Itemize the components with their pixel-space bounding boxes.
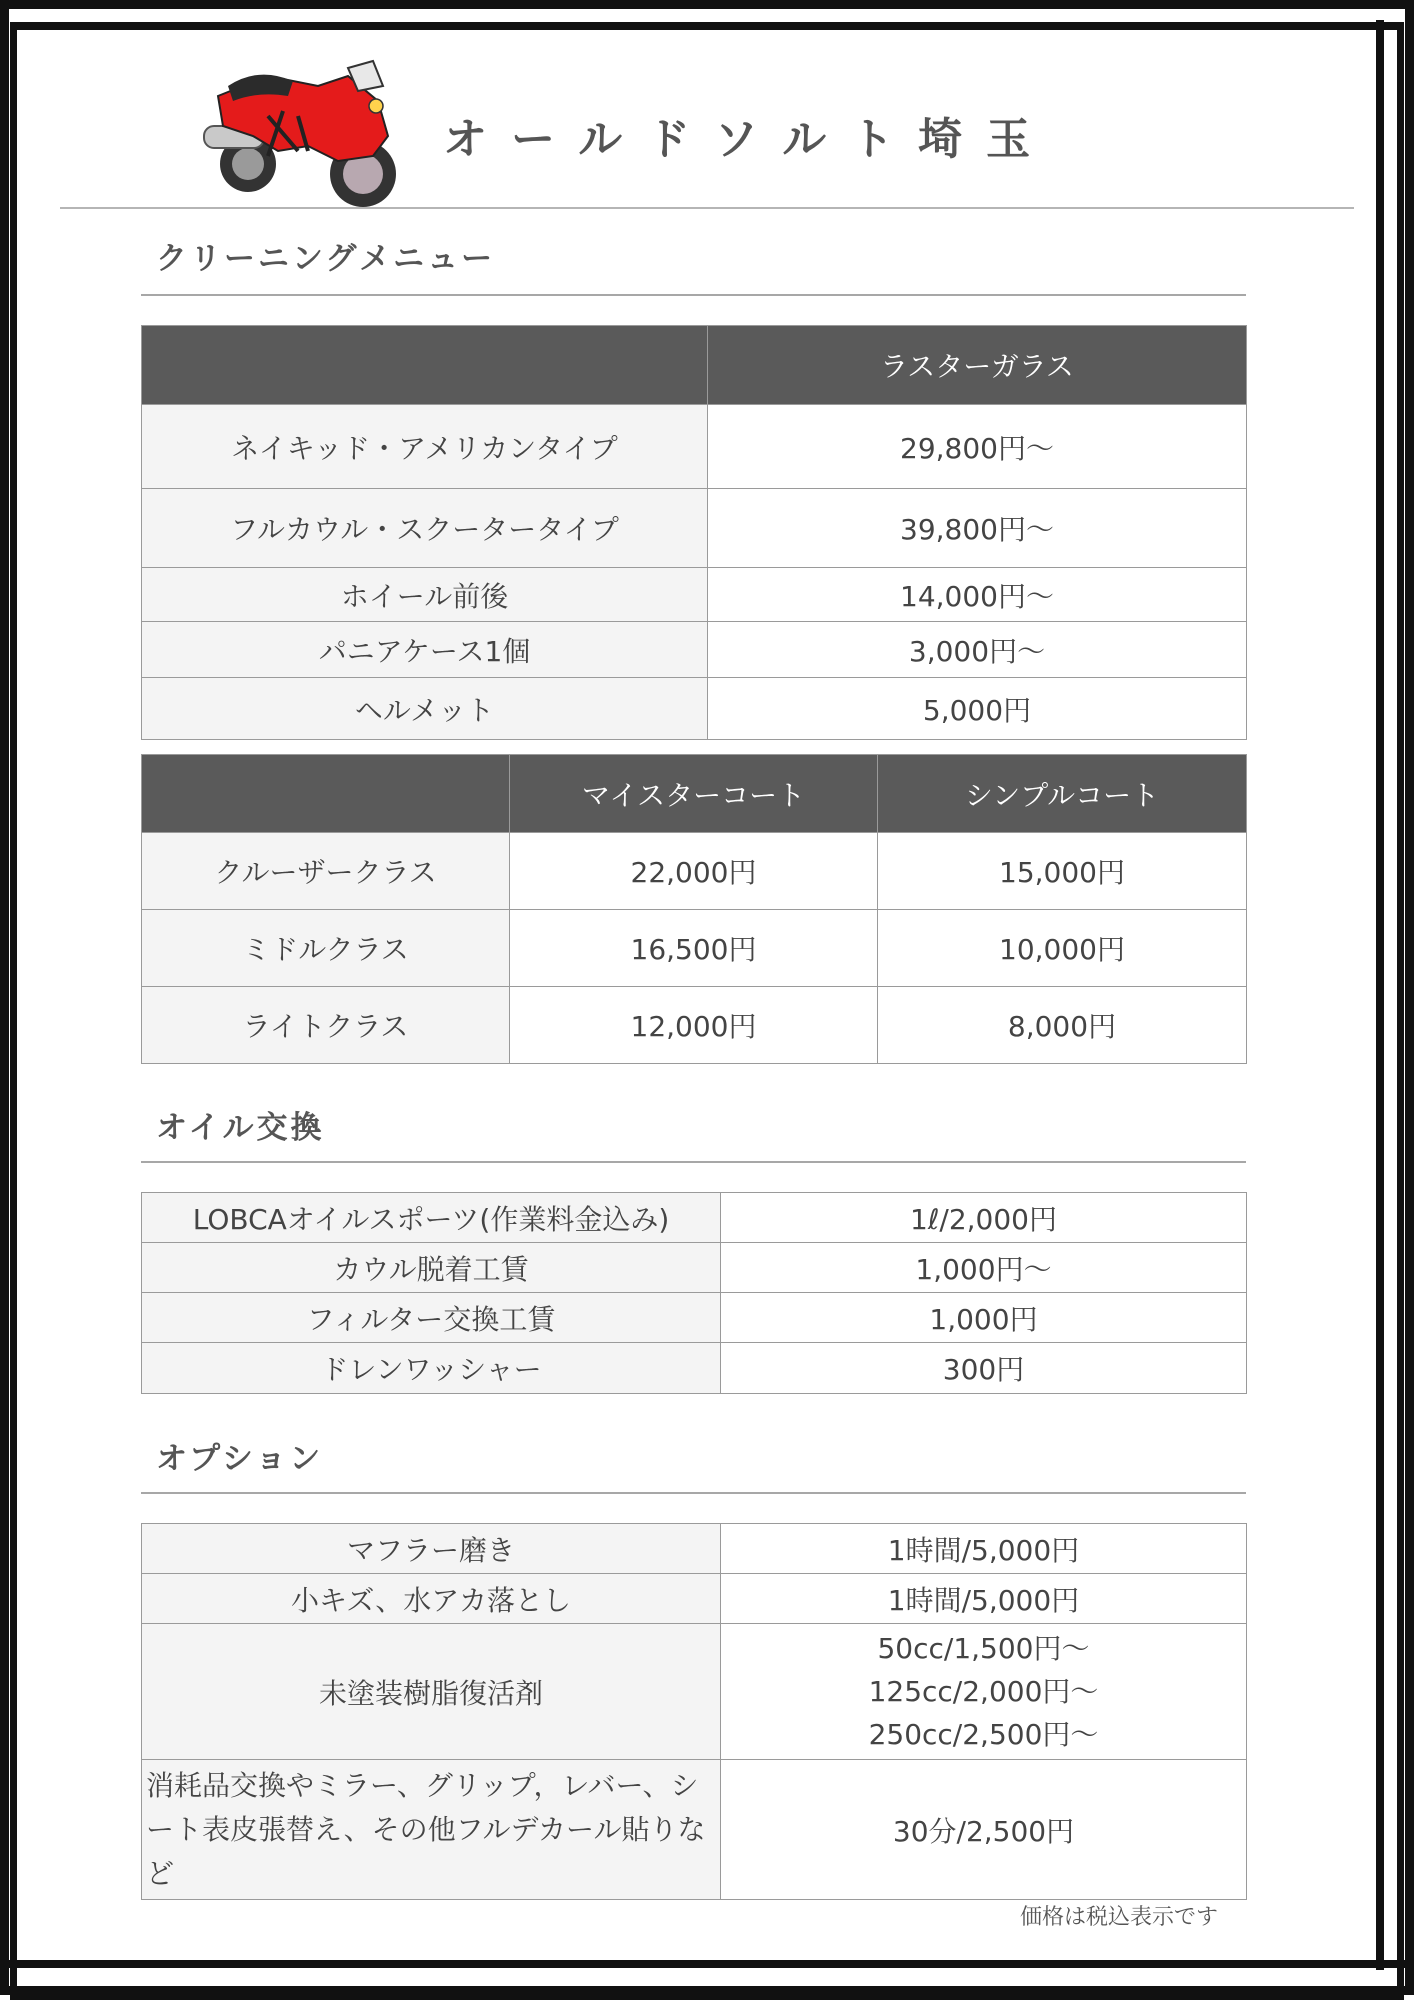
table-row-price: 5,000円	[708, 678, 1247, 740]
table-header	[142, 326, 708, 405]
right-border	[1376, 20, 1386, 1970]
table-row-label: 消耗品交換やミラー、グリップ，レバー、シート表皮張替え、その他フルデカール貼りなど	[142, 1760, 721, 1900]
table-row-price: 8,000円	[878, 987, 1247, 1064]
table-row-label: ヘルメット	[142, 678, 708, 740]
price-line: 125cc/2,000円～	[868, 1675, 1099, 1708]
section-divider-cleaning	[141, 294, 1246, 296]
table-row-price: 16,500円	[510, 910, 878, 987]
table-row-price: 1,000円～	[721, 1243, 1247, 1293]
table-row-price: 1ℓ/2,000円	[721, 1193, 1247, 1243]
table-row-label: クルーザークラス	[142, 833, 510, 910]
table-row-label: 小キズ、水アカ落とし	[142, 1574, 721, 1624]
table-row-label: マフラー磨き	[142, 1524, 721, 1574]
cleaning-table-coat	[141, 754, 1247, 1064]
table-row-price: 15,000円	[878, 833, 1247, 910]
section-divider-oil	[141, 1161, 1246, 1163]
table-row-price: 22,000円	[510, 833, 878, 910]
price-line: 50cc/1,500円～	[877, 1632, 1090, 1665]
table-row-price: 30分/2,500円	[721, 1760, 1247, 1900]
options-table	[141, 1523, 1247, 1900]
table-row-price-list	[721, 1624, 1247, 1760]
table-row-price: 14,000円～	[708, 568, 1247, 622]
section-divider-options	[141, 1492, 1246, 1494]
header-divider	[60, 207, 1354, 209]
table-row-price: 10,000円	[878, 910, 1247, 987]
oil-table	[141, 1192, 1247, 1394]
table-header: シンプルコート	[878, 755, 1247, 833]
table-row-label: フルカウル・スクータータイプ	[142, 489, 708, 568]
table-header: マイスターコート	[510, 755, 878, 833]
table-row-label: ネイキッド・アメリカンタイプ	[142, 405, 708, 489]
tax-note: 価格は税込表示です	[1020, 1905, 1219, 1930]
table-row-label: ミドルクラス	[142, 910, 510, 987]
table-row-label: フィルター交換工賃	[142, 1293, 721, 1343]
table-row-label: ホイール前後	[142, 568, 708, 622]
table-row-price: 29,800円～	[708, 405, 1247, 489]
table-row-price: 3,000円～	[708, 622, 1247, 678]
table-row-price: 1時間/5,000円	[721, 1524, 1247, 1574]
page-title: オールドソルト埼玉	[443, 114, 1055, 165]
section-title-options: オプション	[156, 1441, 324, 1477]
table-header: ラスターガラス	[708, 326, 1247, 405]
section-title-oil: オイル交換	[156, 1110, 325, 1146]
table-row-label: LOBCAオイルスポーツ(作業料金込み)	[142, 1193, 721, 1243]
bottom-border	[0, 1960, 1414, 2000]
table-row-label: ライトクラス	[142, 987, 510, 1064]
table-row-price: 300円	[721, 1343, 1247, 1394]
table-row-label: カウル脱着工賃	[142, 1243, 721, 1293]
table-row-price: 39,800円～	[708, 489, 1247, 568]
cleaning-table-luster	[141, 325, 1247, 740]
table-row-label: ドレンワッシャー	[142, 1343, 721, 1394]
red-motorcycle-icon	[198, 56, 400, 212]
price-line: 250cc/2,500円～	[868, 1718, 1099, 1751]
table-row-label: 未塗装樹脂復活剤	[142, 1624, 721, 1760]
table-row-price: 12,000円	[510, 987, 878, 1064]
table-row-label: パニアケース1個	[142, 622, 708, 678]
table-header	[142, 755, 510, 833]
table-row-price: 1,000円	[721, 1293, 1247, 1343]
table-row-price: 1時間/5,000円	[721, 1574, 1247, 1624]
section-title-cleaning: クリーニングメニュー	[156, 241, 496, 277]
